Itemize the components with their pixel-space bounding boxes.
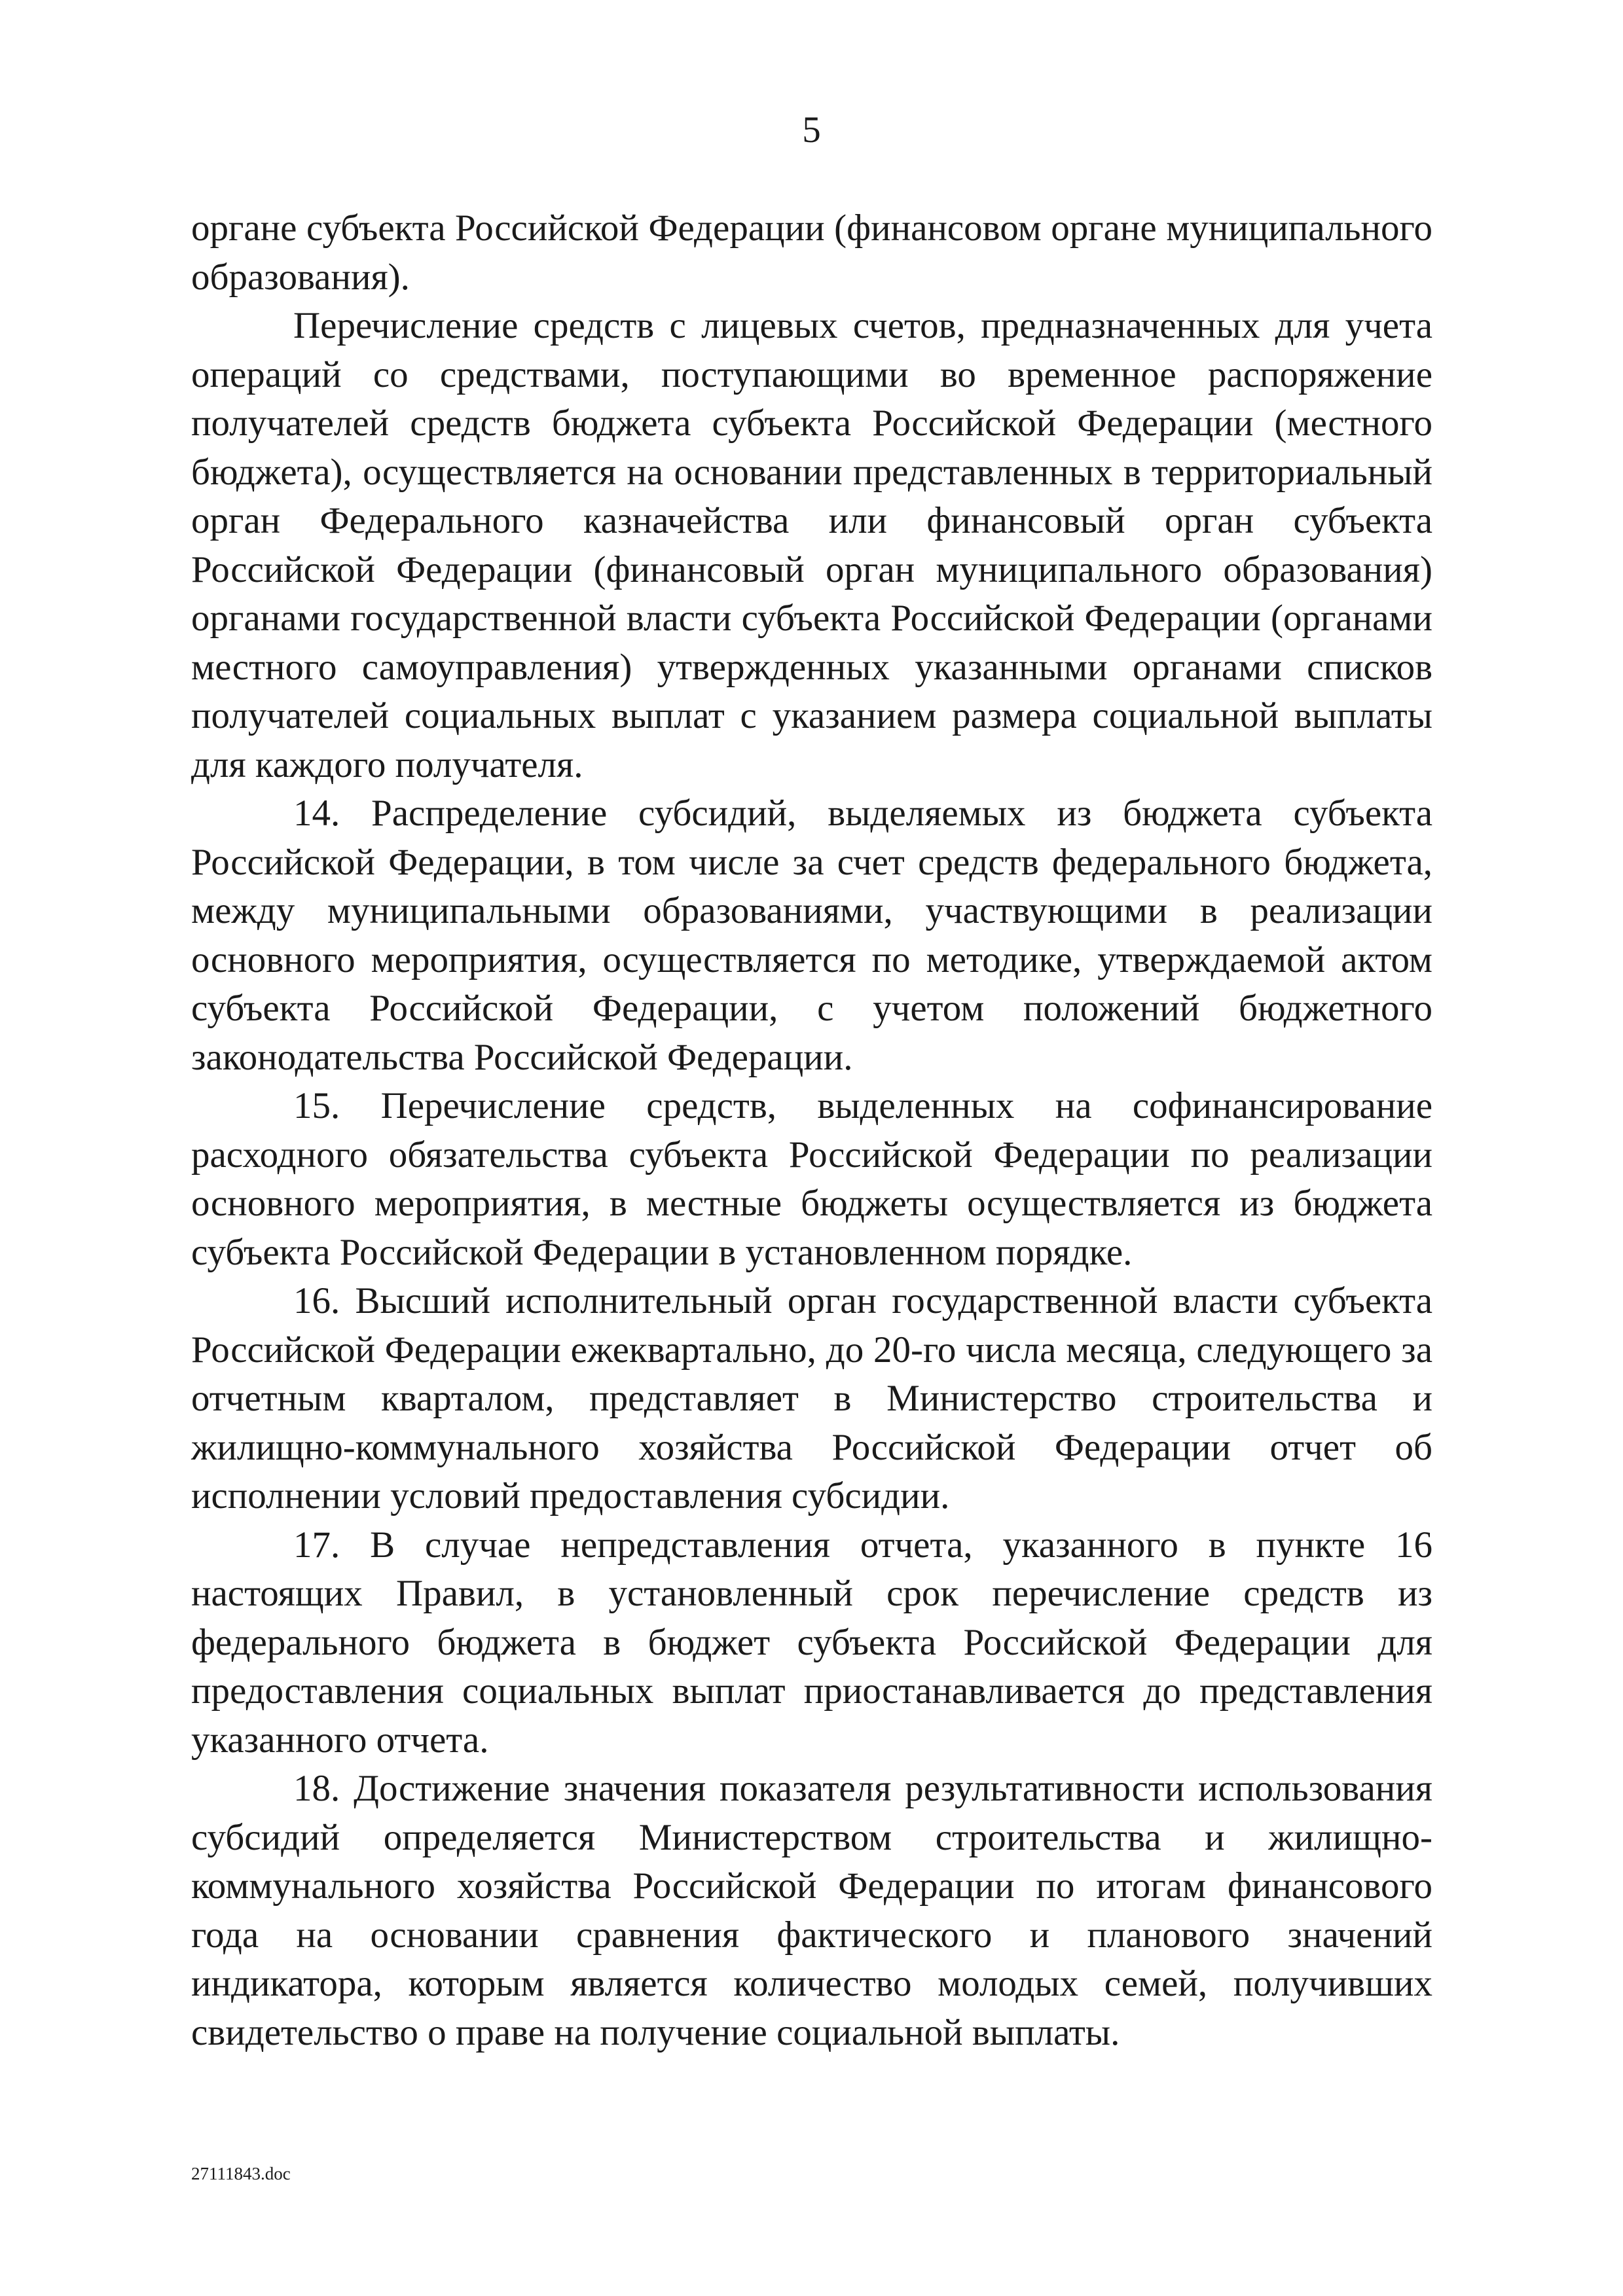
paragraph-continuation: органе субъекта Российской Федерации (финансовом органе муниципального образования). bbox=[191, 207, 1432, 298]
paragraph-clause-14: 14. Распределение субсидий, выделяемых из бюджета субъекта Российской Федерации, в том числе за счет средств федерального бюджета, между муниципальными образованиями, участвующими в реализации основного мероприятия, осуществляется по методике, утверждаемой актом субъекта Российской Федерации, с учетом положений бюджетного законодательства Российской Федерации. bbox=[191, 793, 1432, 1078]
paragraph-clause-18: 18. Достижение значения показателя результативности использования субсидий определяется Министерством строительства и жилищно-коммунального хозяйства Российской Федерации по итогам финансового года на основании сравнения фактического и планового значений индикатора, которым является количество молодых семей, получивших свидетельство о праве на получение социальной выплаты. bbox=[191, 1768, 1432, 2053]
document-body bbox=[191, 204, 1432, 2057]
paragraph-clause-15: 15. Перечисление средств, выделенных на софинансирование расходного обязательства субъекта Российской Федерации по реализации основного мероприятия, в местные бюджеты осуществляется из бюджета субъекта Российской Федерации в установленном порядке. bbox=[191, 1085, 1432, 1273]
paragraph-clause-17: 17. В случае непредставления отчета, указанного в пункте 16 настоящих Правил, в установленный срок перечисление средств из федерального бюджета в бюджет субъекта Российской Федерации для предоставления социальных выплат приостанавливается до представления указанного отчета. bbox=[191, 1524, 1432, 1761]
page-number: 5 bbox=[802, 109, 821, 151]
paragraph-clause-16: 16. Высший исполнительный орган государственной власти субъекта Российской Федерации ежеквартально, до 20-го числа месяца, следующего за отчетным кварталом, представляет в Министерство строительства и жилищно-коммунального хозяйства Российской Федерации отчет об исполнении условий предоставления субсидии. bbox=[191, 1280, 1432, 1516]
paragraph-transfer-from-accounts: Перечисление средств с лицевых счетов, предназначенных для учета операций со средствами, поступающими во временное распоряжение получателей средств бюджета субъекта Российской Федерации (местного бюджета), осуществляется на основании представленных в территориальный орган Федерального казначейства или финансовый орган субъекта Российской Федерации (финансовый орган муниципального образования) органами государственной власти субъекта Российской Федерации (органами местного самоуправления) утвержденных указанными органами списков получателей социальных выплат с указанием размера социальной выплаты для каждого получателя. bbox=[191, 305, 1432, 785]
footer-file-name: 27111843.doc bbox=[191, 2164, 291, 2183]
